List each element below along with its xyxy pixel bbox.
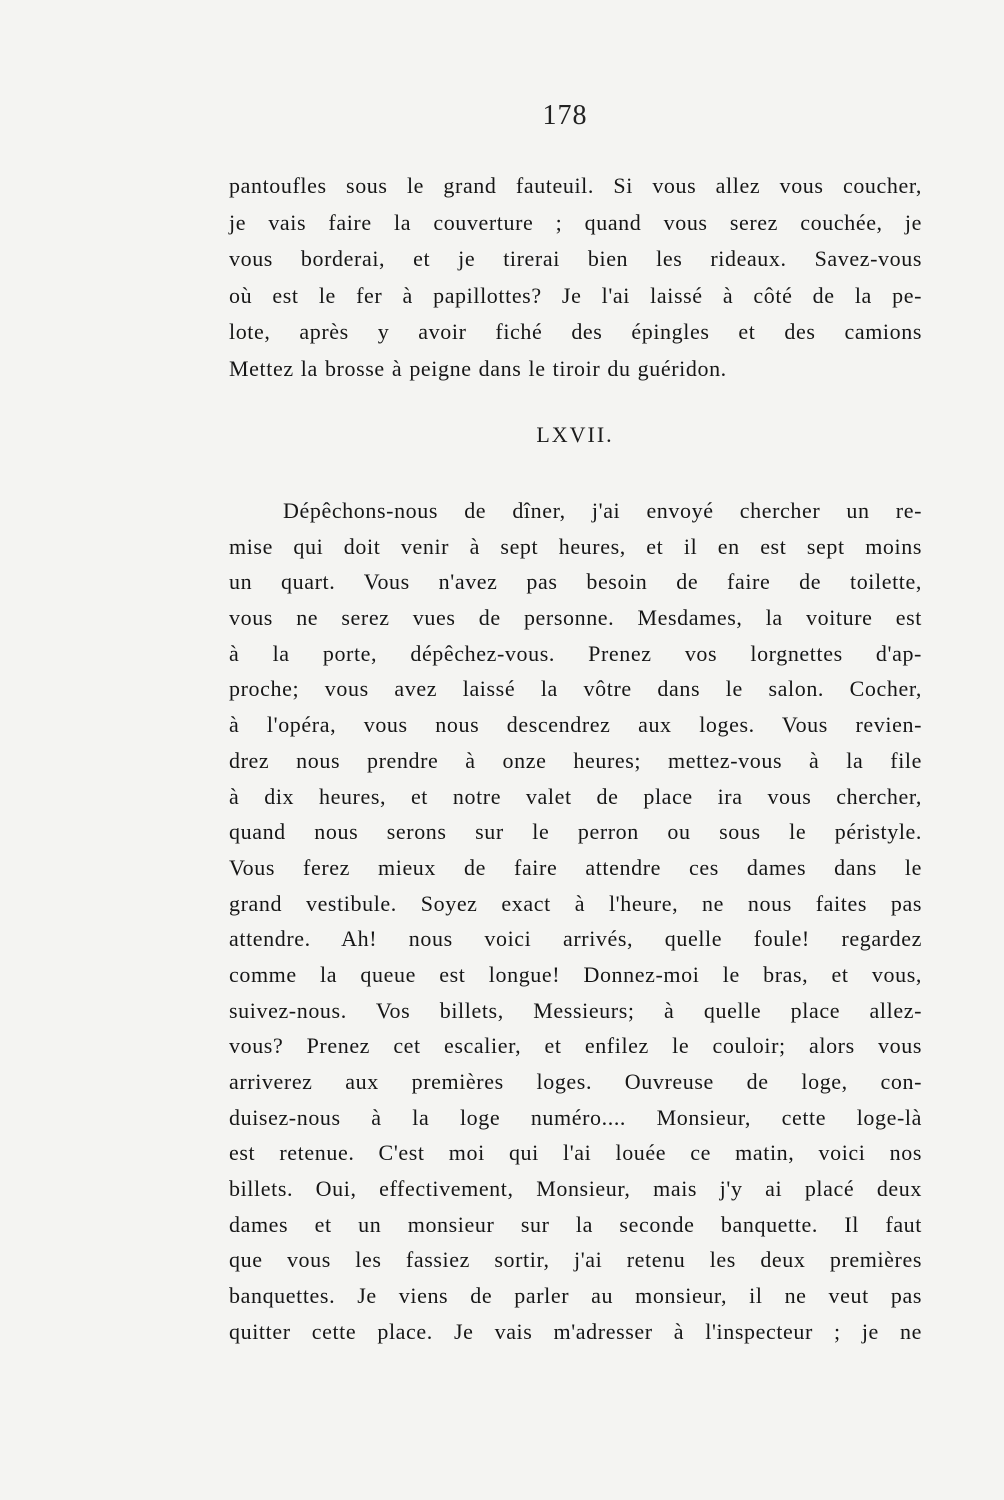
paragraph-continued <box>229 168 922 387</box>
text-line: attendre. Ah! nous voici arrivés, quelle foule! regardez <box>229 926 922 952</box>
text-line: que vous les fassiez sortir, j'ai retenu les deux premières <box>229 1247 922 1273</box>
text-line: Mettez la brosse à peigne dans le tiroir du guéridon. <box>229 355 727 381</box>
text-line: Vous ferez mieux de faire attendre ces dames dans le <box>229 854 922 880</box>
text-line: duisez-nous à la loge numéro.... Monsieur, cette loge-là <box>229 1104 922 1130</box>
text-line: comme la queue est longue! Donnez-moi le bras, et vous, <box>229 961 922 987</box>
text-line: vous ne serez vues de personne. Mesdames, la voiture est <box>229 605 922 631</box>
text-line: mise qui doit venir à sept heures, et il en est sept moins <box>229 533 922 559</box>
text-line: dames et un monsieur sur la seconde banquette. Il faut <box>229 1211 922 1237</box>
text-line: drez nous prendre à onze heures; mettez-vous à la file <box>229 747 922 773</box>
text-line: banquettes. Je viens de parler au monsieur, il ne veut pas <box>229 1283 922 1309</box>
section-heading: LXVII. <box>536 422 614 447</box>
text-line: proche; vous avez laissé la vôtre dans le salon. Cocher, <box>229 676 922 702</box>
text-line: où est le fer à papillottes? Je l'ai laissé à côté de la pe- <box>229 282 922 308</box>
text-line: à dix heures, et notre valet de place ira vous chercher, <box>229 783 922 809</box>
text-line: vous? Prenez cet escalier, et enfilez le couloir; alors vous <box>229 1033 922 1059</box>
text-line: lote, après y avoir fiché des épingles et des camions <box>229 319 922 344</box>
page-number: 178 <box>542 100 588 131</box>
text-line: est retenue. C'est moi qui l'ai louée ce matin, voici nos <box>229 1140 922 1166</box>
text-line: quand nous serons sur le perron ou sous le péristyle. <box>229 819 922 845</box>
paragraph-section <box>229 493 922 1350</box>
text-line: billets. Oui, effectivement, Monsieur, mais j'y ai placé deux <box>229 1176 922 1202</box>
text-line: pantoufles sous le grand fauteuil. Si vous allez vous coucher, <box>229 173 922 198</box>
text-line: à la porte, dépêchez-vous. Prenez vos lorgnettes d'ap- <box>229 640 922 666</box>
text-line: suivez-nous. Vos billets, Messieurs; à quelle place allez- <box>229 997 922 1023</box>
text-line: je vais faire la couverture ; quand vous serez couchée, je <box>229 209 922 235</box>
text-line: Dépêchons-nous de dîner, j'ai envoyé chercher un re- <box>283 498 922 523</box>
text-line: arriverez aux premières loges. Ouvreuse de loge, con- <box>229 1069 922 1094</box>
text-line: vous borderai, et je tirerai bien les rideaux. Savez-vous <box>229 246 922 271</box>
text-line: un quart. Vous n'avez pas besoin de faire de toilette, <box>229 569 922 595</box>
text-line: quitter cette place. Je vais m'adresser à l'inspecteur ; je ne <box>229 1318 922 1344</box>
text-line: à l'opéra, vous nous descendrez aux loges. Vous revien- <box>229 712 922 738</box>
text-line: grand vestibule. Soyez exact à l'heure, ne nous faites pas <box>229 890 922 916</box>
